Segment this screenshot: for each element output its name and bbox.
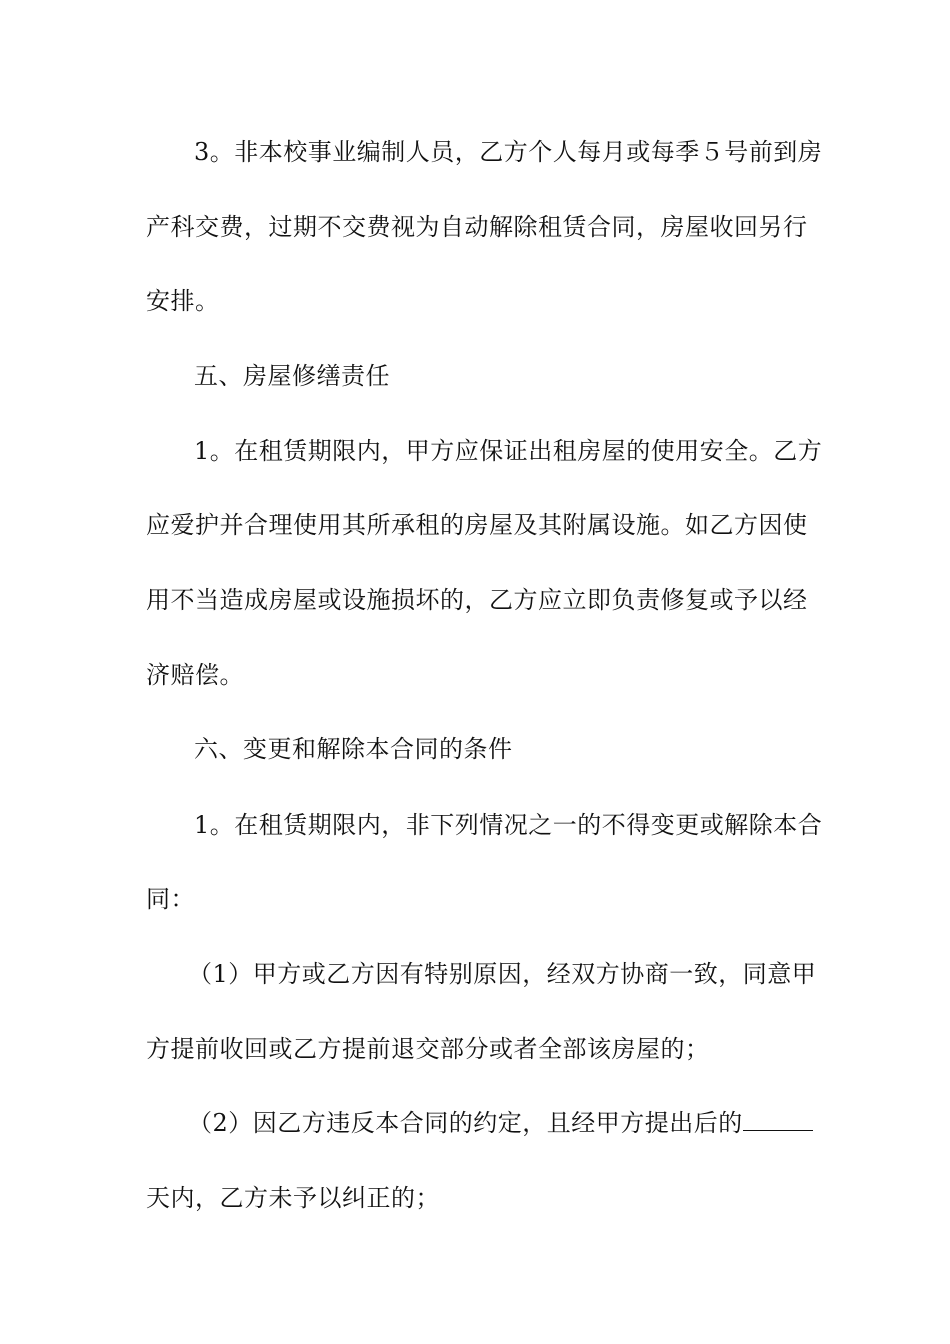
paragraph-line: （1）甲方或乙方因有特别原因，经双方协商一致，同意甲 [188, 960, 817, 988]
paragraph-line: 天内，乙方未予以纠正的； [146, 1184, 440, 1212]
paragraph-line: 应爱护并合理使用其所承租的房屋及其附属设施。如乙方因使 [146, 511, 808, 539]
paragraph-line: 济赔偿。 [146, 661, 244, 689]
paragraph-line: 产科交费，过期不交费视为自动解除租赁合同，房屋收回另行 [146, 213, 808, 241]
section-heading: 五、房屋修缮责任 [194, 362, 390, 390]
paragraph-line-with-blank [188, 1108, 813, 1138]
paragraph-line: 方提前收回或乙方提前退交部分或者全部该房屋的； [146, 1035, 710, 1063]
paragraph-line: 1。在租赁期限内，甲方应保证出租房屋的使用安全。乙方 [194, 437, 823, 465]
paragraph-line: 用不当造成房屋或设施损坏的，乙方应立即负责修复或予以经 [146, 586, 808, 614]
paragraph-text: （2）因乙方违反本合同的约定，且经甲方提出后的 [188, 1109, 743, 1137]
paragraph-line: 安排。 [146, 287, 220, 315]
fill-in-blank [743, 1110, 813, 1131]
paragraph-line: 同： [146, 885, 195, 913]
paragraph-line: 1。在租赁期限内，非下列情况之一的不得变更或解除本合 [194, 811, 823, 839]
paragraph-line: 3。非本校事业编制人员，乙方个人每月或每季５号前到房 [194, 138, 823, 166]
section-heading: 六、变更和解除本合同的条件 [194, 735, 513, 763]
